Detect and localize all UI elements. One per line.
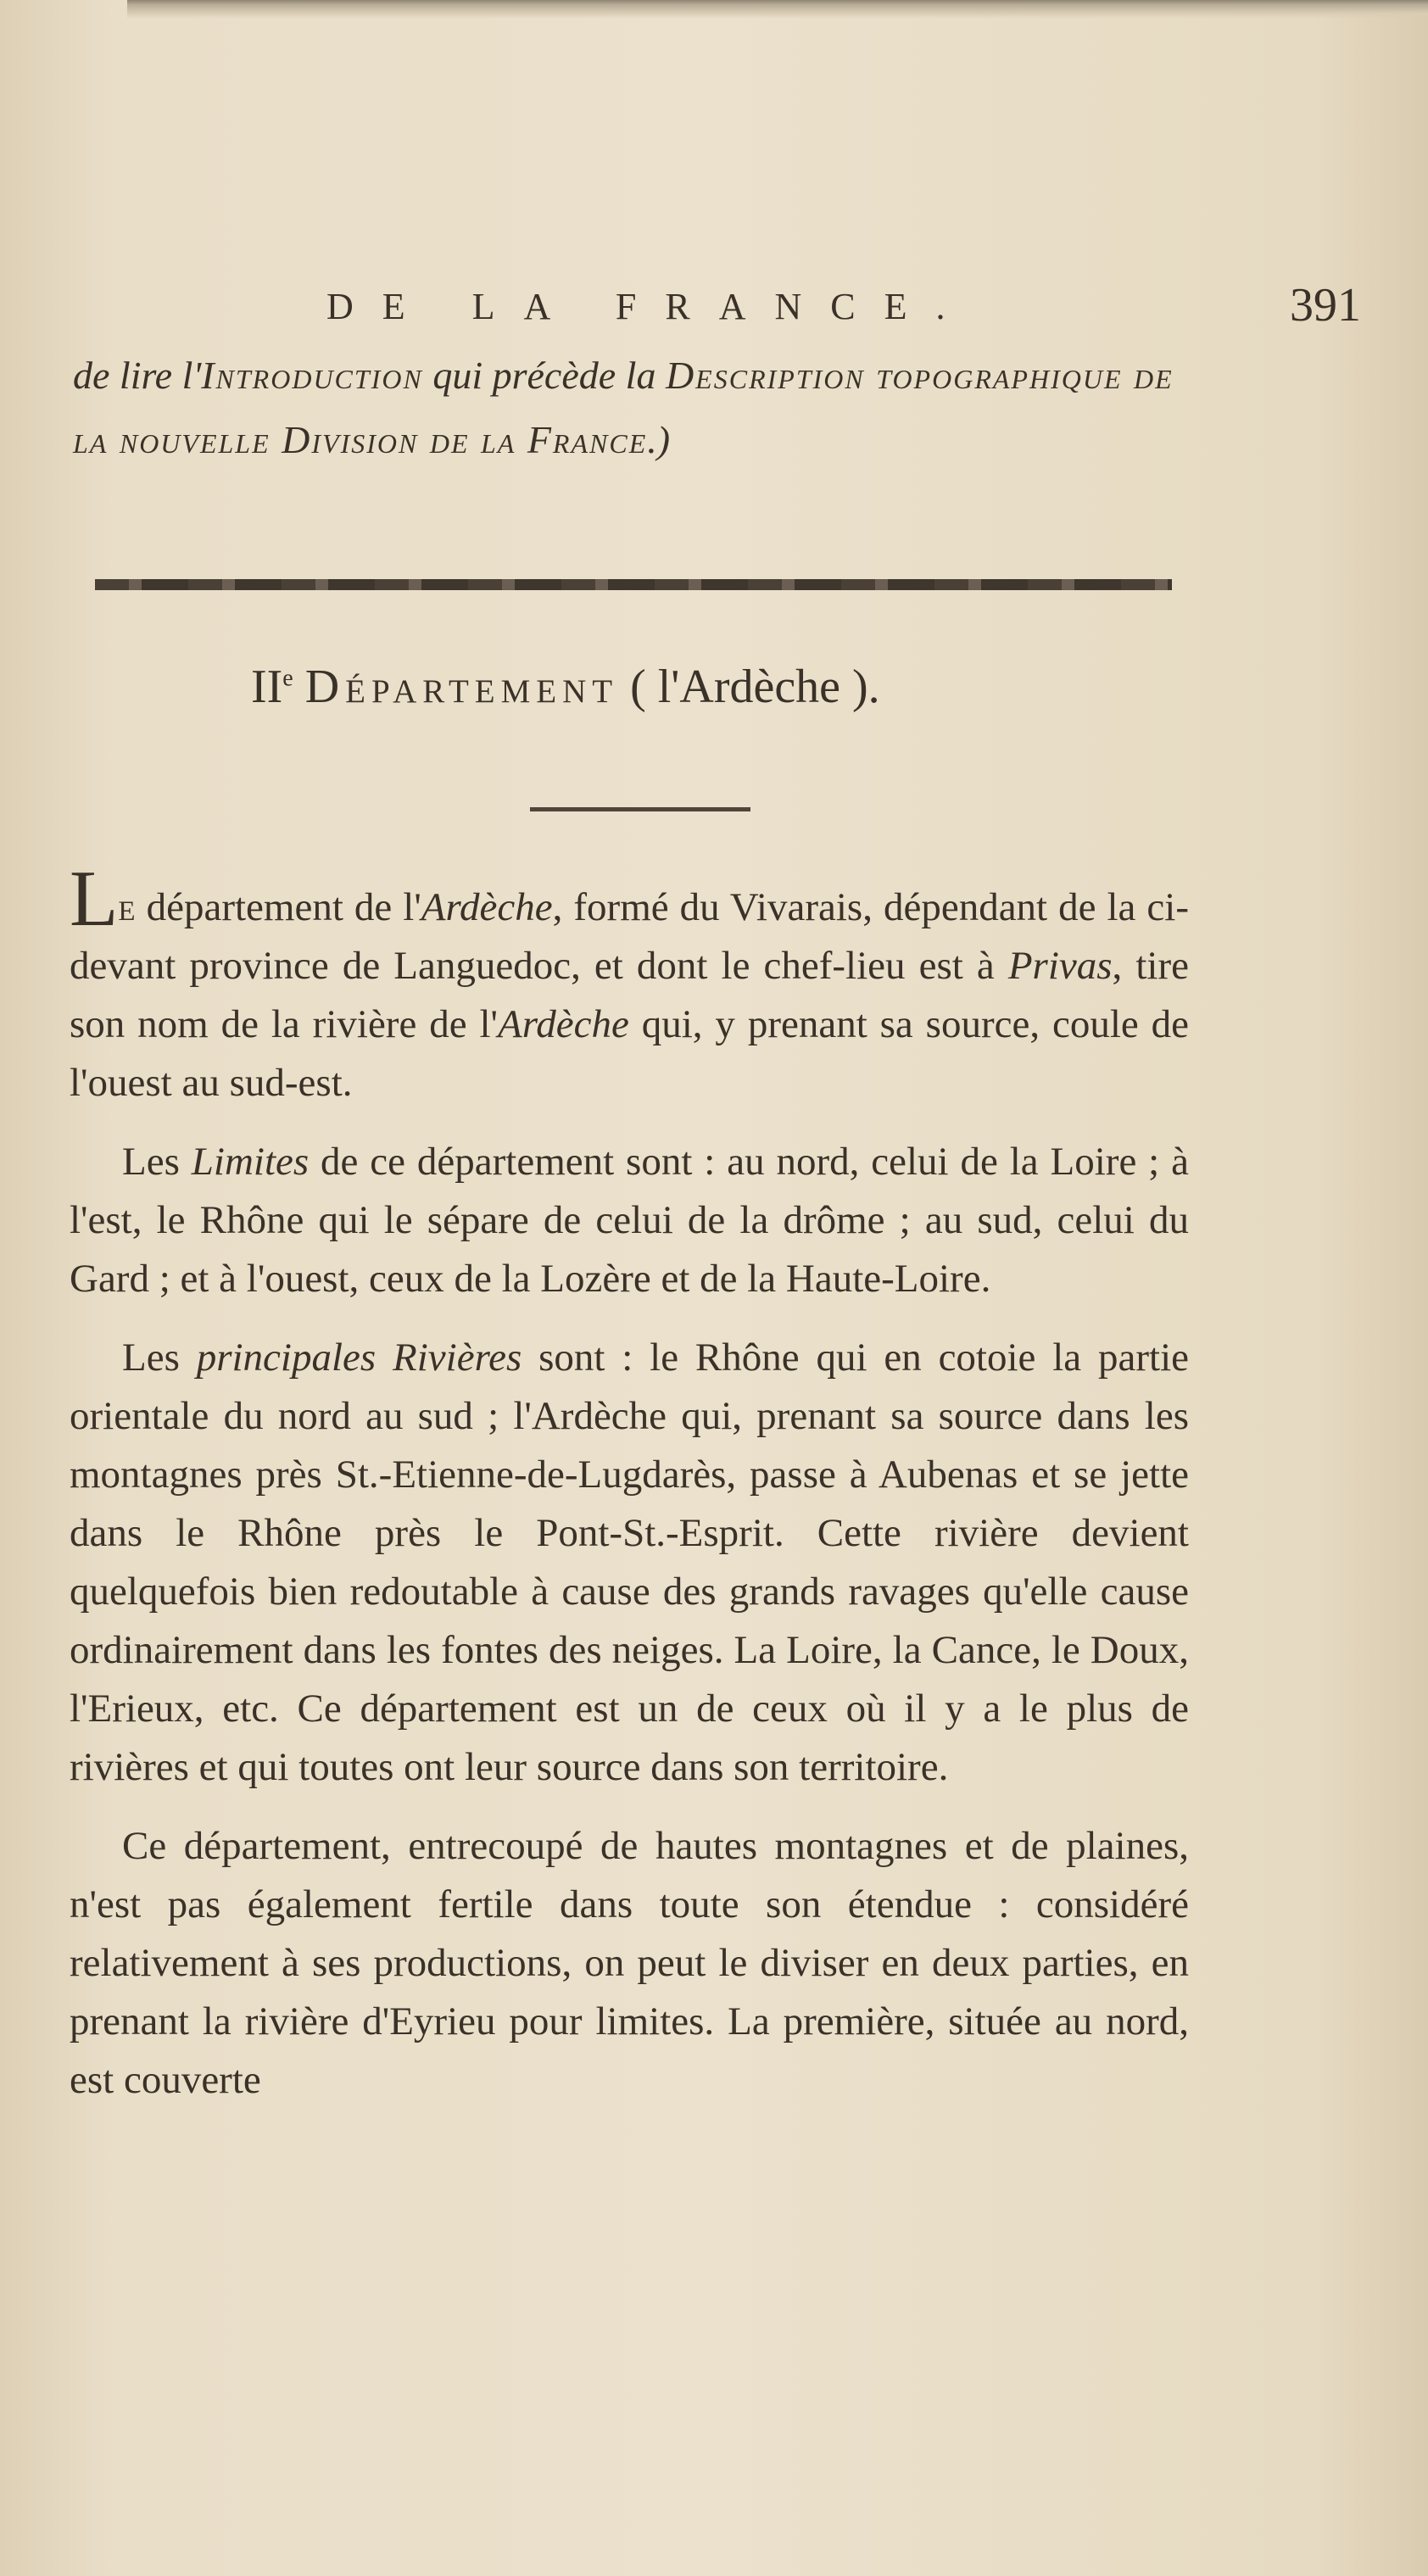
paragraph-2	[70, 1133, 1189, 1308]
ref-introduction: Introduction	[201, 354, 423, 397]
page-number: 391	[1290, 279, 1361, 332]
p1-c: , formé du Vivarais, dépendant de la ci-devant province de Languedoc, et dont le chef-lieu est à	[70, 885, 1190, 988]
paragraph-1	[70, 855, 1190, 1112]
paragraph-3	[70, 1329, 1189, 1797]
p1-d: Privas	[1007, 944, 1113, 988]
section-divider-rule	[95, 579, 1172, 590]
ref-text-1: de lire l'	[73, 354, 202, 397]
p3-c: sont : le Rhône qui en cotoie la partie orientale du nord au sud ; l'Ardèche qui, prenant sa source dans les montagnes près St.-Etienne-de-Lugdarès, passe à Aubenas et se jette dans le Rhône près le Pont-St.-Esprit. Cette rivière devient quelquefois bien redoutable à cause des grands ravages qu'elle cause ordinairement dans les fontes des neiges. La Loire, la Cance, le Doux, l'Erieux, etc. Ce département est un de ceux où il y a le plus de rivières et qui toutes ont leur source dans son territoire.	[70, 1335, 1189, 1789]
ref-description-title: Description topographique de la nouvelle Division de la France	[73, 354, 1174, 461]
ref-text-5: .)	[647, 418, 671, 461]
running-head-title: DE LA FRANCE.	[326, 286, 974, 327]
p1-e: , tire son nom de la rivière de l'	[70, 944, 1189, 1046]
article-body	[70, 855, 1190, 2130]
short-divider-rule	[530, 807, 750, 811]
drop-cap: L	[70, 855, 119, 943]
p2-b: Limites	[191, 1140, 310, 1184]
department-numeral: II	[251, 661, 283, 713]
p1-f: Ardèche	[498, 1002, 629, 1046]
p1-a: département de l'	[135, 885, 421, 929]
ref-text-3: qui précède la	[422, 354, 666, 397]
p2-c: de ce département sont : au nord, celui de la Loire ; à l'est, le Rhône qui le sépare de celui de la drôme ; au sud, celui du Gard ; et à l'ouest, ceux de la Lozère et de la Haute-Loire.	[70, 1140, 1189, 1301]
running-head	[326, 278, 1361, 337]
page-top-edge	[127, 0, 1428, 19]
p1-b: Ardèche	[421, 885, 553, 929]
drop-cap-rest: e	[118, 885, 136, 929]
p1-g: qui, y prenant sa source, coule de l'ouest au sud-est.	[70, 1002, 1190, 1105]
paragraph-4	[70, 1817, 1189, 2110]
reference-note	[73, 343, 1192, 472]
department-name: ( l'Ardèche ).	[618, 661, 880, 713]
department-numeral-sup: e	[282, 665, 293, 692]
department-word: Département	[304, 661, 619, 713]
p2-a: Les	[122, 1140, 192, 1184]
department-heading	[251, 660, 1099, 714]
p3-a: Les	[122, 1335, 197, 1380]
p4-a: Ce département, entrecoupé de hautes montagnes et de plaines, n'est pas également fertile dans toute son étendue : considéré relativement à ses productions, on peut le diviser en deux parties, en prenant la rivière d'Eyrieu pour limites. La première, située au nord, est couverte	[70, 1824, 1189, 2102]
p3-b: principales Rivières	[196, 1335, 522, 1380]
